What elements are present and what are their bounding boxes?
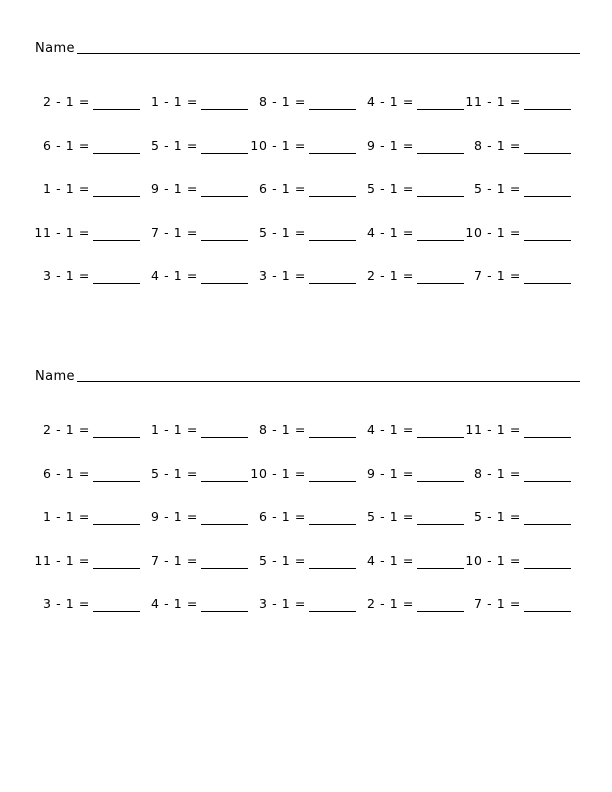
problem-expression: 1 - 1 = — [150, 94, 198, 109]
problem-expression: 8 - 1 = — [258, 422, 306, 437]
problem-expression: 6 - 1 = — [42, 137, 90, 153]
problem-expression: 4 - 1 = — [366, 94, 414, 109]
problem-cell — [22, 590, 140, 612]
problem-row — [0, 262, 612, 306]
name-label: Name — [35, 41, 75, 56]
answer-blank[interactable] — [524, 512, 571, 525]
problem-expression: 4 - 1 = — [150, 596, 198, 611]
problem-row — [0, 132, 612, 176]
problem-expression: 3 - 1 = — [258, 596, 306, 611]
problem-expression: 4 - 1 = — [366, 422, 414, 437]
problem-cell — [238, 460, 356, 482]
problem-cell — [453, 175, 571, 197]
answer-blank[interactable] — [524, 228, 571, 241]
problem-expression: 8 - 1 = — [473, 137, 521, 153]
problem-expression: 11 - 1 = — [34, 552, 90, 568]
problem-cell — [238, 219, 356, 241]
problem-cell — [453, 219, 571, 241]
problem-row — [0, 175, 612, 219]
answer-blank[interactable] — [524, 141, 571, 154]
problem-expression: 9 - 1 = — [366, 137, 414, 153]
problem-expression: 5 - 1 = — [150, 465, 198, 481]
problem-expression: 6 - 1 = — [258, 181, 306, 196]
answer-blank[interactable] — [524, 556, 571, 569]
name-field-row — [35, 34, 580, 56]
problem-row — [0, 219, 612, 263]
problem-expression: 5 - 1 = — [473, 181, 521, 196]
problem-row — [0, 590, 612, 634]
problem-cell — [453, 416, 571, 438]
answer-blank[interactable] — [524, 271, 571, 284]
answer-blank[interactable] — [524, 184, 571, 197]
problem-cell — [346, 88, 464, 110]
problem-cell — [130, 262, 248, 284]
problem-cell — [453, 503, 571, 525]
problem-cell — [453, 132, 571, 154]
problem-expression: 2 - 1 = — [42, 422, 90, 437]
problem-cell — [346, 132, 464, 154]
problem-expression: 1 - 1 = — [42, 181, 90, 196]
problem-expression: 3 - 1 = — [258, 268, 306, 283]
name-write-line[interactable] — [77, 53, 580, 54]
problem-expression: 7 - 1 = — [473, 268, 521, 283]
problem-cell — [453, 262, 571, 284]
problem-expression: 5 - 1 = — [258, 552, 306, 568]
problem-cell — [238, 175, 356, 197]
name-label: Name — [35, 369, 75, 384]
problem-cell — [346, 219, 464, 241]
problem-cell — [130, 503, 248, 525]
problem-expression: 11 - 1 = — [465, 422, 521, 437]
problem-cell — [238, 503, 356, 525]
problem-grid-top — [0, 88, 612, 306]
problem-cell — [22, 460, 140, 482]
problem-cell — [453, 590, 571, 612]
problem-cell — [22, 219, 140, 241]
answer-blank[interactable] — [524, 599, 571, 612]
problem-expression: 11 - 1 = — [465, 94, 521, 109]
problem-grid-bottom — [0, 416, 612, 634]
problem-cell — [130, 460, 248, 482]
problem-cell — [130, 547, 248, 569]
problem-cell — [238, 590, 356, 612]
problem-expression: 5 - 1 = — [150, 137, 198, 153]
problem-cell — [453, 460, 571, 482]
problem-row — [0, 416, 612, 460]
problem-expression: 2 - 1 = — [42, 94, 90, 109]
problem-row — [0, 88, 612, 132]
problem-cell — [238, 547, 356, 569]
problem-expression: 10 - 1 = — [465, 224, 521, 240]
problem-expression: 7 - 1 = — [150, 224, 198, 240]
problem-expression: 1 - 1 = — [42, 509, 90, 524]
problem-cell — [130, 175, 248, 197]
problem-cell — [130, 132, 248, 154]
problem-cell — [453, 547, 571, 569]
problem-expression: 6 - 1 = — [42, 465, 90, 481]
answer-blank[interactable] — [524, 97, 571, 110]
problem-cell — [22, 175, 140, 197]
problem-row — [0, 503, 612, 547]
problem-cell — [453, 88, 571, 110]
problem-cell — [130, 219, 248, 241]
problem-expression: 10 - 1 = — [250, 465, 306, 481]
problem-expression: 5 - 1 = — [473, 509, 521, 524]
problem-expression: 11 - 1 = — [34, 224, 90, 240]
problem-cell — [346, 175, 464, 197]
problem-cell — [346, 590, 464, 612]
problem-cell — [130, 88, 248, 110]
problem-cell — [22, 132, 140, 154]
problem-row — [0, 547, 612, 591]
problem-cell — [22, 416, 140, 438]
problem-expression: 6 - 1 = — [258, 509, 306, 524]
problem-cell — [346, 262, 464, 284]
problem-expression: 10 - 1 = — [465, 552, 521, 568]
problem-expression: 10 - 1 = — [250, 137, 306, 153]
problem-expression: 8 - 1 = — [473, 465, 521, 481]
problem-cell — [22, 262, 140, 284]
problem-expression: 2 - 1 = — [366, 596, 414, 611]
problem-cell — [238, 262, 356, 284]
problem-cell — [346, 547, 464, 569]
problem-expression: 2 - 1 = — [366, 268, 414, 283]
problem-cell — [130, 416, 248, 438]
problem-cell — [22, 503, 140, 525]
problem-expression: 3 - 1 = — [42, 268, 90, 283]
problem-expression: 7 - 1 = — [150, 552, 198, 568]
problem-cell — [22, 88, 140, 110]
problem-expression: 5 - 1 = — [366, 181, 414, 196]
problem-row — [0, 460, 612, 504]
problem-expression: 4 - 1 = — [150, 268, 198, 283]
name-field-row — [35, 362, 580, 384]
problem-cell — [346, 460, 464, 482]
problem-expression: 1 - 1 = — [150, 422, 198, 437]
answer-blank[interactable] — [524, 469, 571, 482]
problem-cell — [238, 88, 356, 110]
problem-cell — [238, 132, 356, 154]
problem-expression: 5 - 1 = — [366, 509, 414, 524]
name-write-line[interactable] — [77, 381, 580, 382]
problem-cell — [238, 416, 356, 438]
problem-expression: 4 - 1 = — [366, 552, 414, 568]
answer-blank[interactable] — [524, 425, 571, 438]
problem-expression: 5 - 1 = — [258, 224, 306, 240]
problem-cell — [346, 503, 464, 525]
problem-cell — [130, 590, 248, 612]
problem-expression: 9 - 1 = — [150, 181, 198, 196]
problem-expression: 3 - 1 = — [42, 596, 90, 611]
problem-expression: 9 - 1 = — [366, 465, 414, 481]
problem-expression: 4 - 1 = — [366, 224, 414, 240]
problem-cell — [22, 547, 140, 569]
problem-expression: 8 - 1 = — [258, 94, 306, 109]
problem-cell — [346, 416, 464, 438]
problem-expression: 9 - 1 = — [150, 509, 198, 524]
problem-expression: 7 - 1 = — [473, 596, 521, 611]
